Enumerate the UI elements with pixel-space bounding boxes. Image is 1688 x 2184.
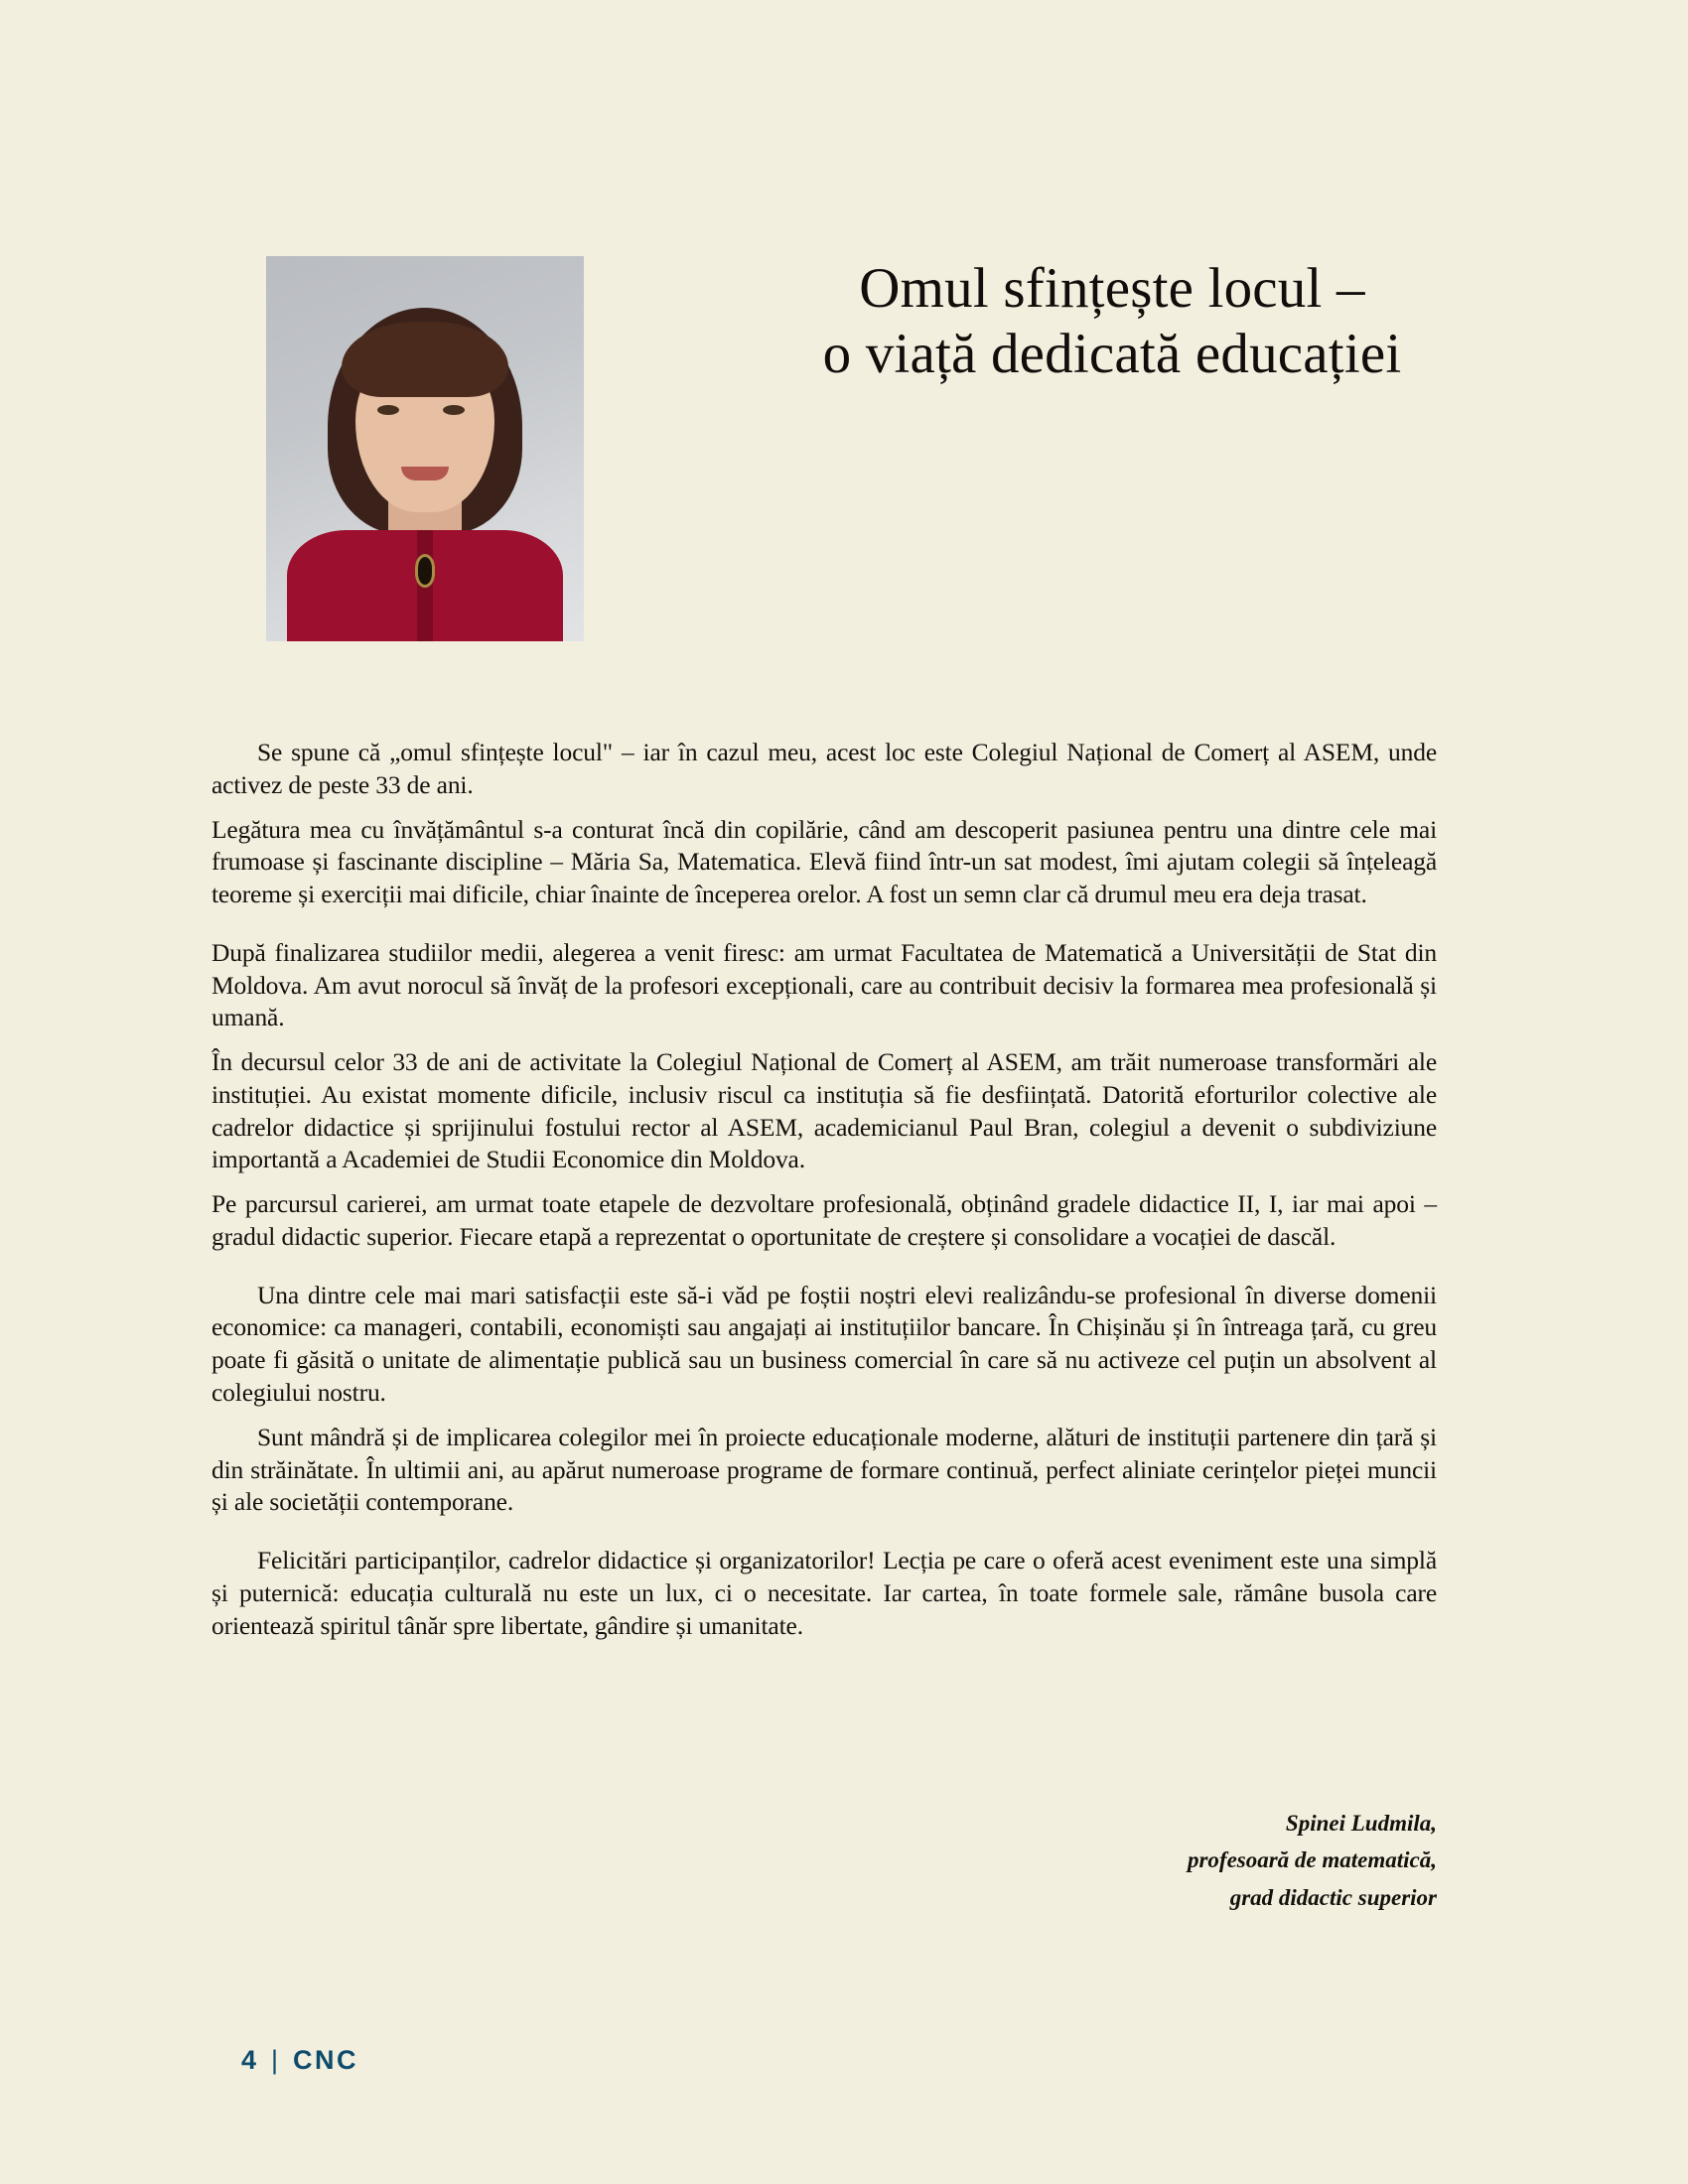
author-signature	[596, 1805, 1437, 1916]
article-paragraph: Se spune că „omul sfințește locul" – iar în cazul meu, acest loc este Colegiul Național de Comerț al ASEM, unde activez de peste 33 de ani.	[211, 738, 1437, 799]
page-title	[616, 256, 1609, 387]
signature-role: profesoară de matematică,	[1187, 1847, 1437, 1873]
footer-separator: |	[271, 2045, 280, 2075]
article-paragraph: Pe parcursul carierei, am urmat toate etapele de dezvoltare profesională, obținând gradele didactice II, I, iar mai apoi – gradul didactic superior. Fiecare etapă a reprezentat o oportunitate de creștere și consolidare a vocației de dascăl.	[211, 1189, 1437, 1251]
portrait-fringe	[342, 322, 508, 397]
page-title-line-2: o viață dedicată educației	[822, 323, 1402, 386]
article-paragraph: Felicitări participanților, cadrelor didactice și organizatorilor! Lecția pe care o oferă acest eveniment este una simplă și puternică: educația culturală nu este un lux, ci o necesitate. Iar cartea, în toate formele sale, rămâne busola care orientează spiritul tânăr spre libertate, gândire și umanitate.	[211, 1546, 1437, 1640]
article-paragraph: În decursul celor 33 de ani de activitate la Colegiul Național de Comerț al ASEM, am trăit numeroase transformări ale instituției. Au existat momente dificile, inclusiv riscul ca instituția să fie desființată. Datorită eforturilor colective ale cadrelor didactice și sprijinului fostului rector al ASEM, academicianul Paul Bran, colegiul a devenit o subdiviziune importantă a Academiei de Studii Economice din Moldova.	[211, 1047, 1437, 1174]
portrait-mouth	[401, 467, 449, 480]
portrait-eye-left	[377, 405, 399, 415]
portrait-brooch	[415, 554, 435, 588]
article-paragraph: Legătura mea cu învățământul s-a conturat încă din copilărie, când am descoperit pasiunea pentru una dintre cele mai frumoase și fascinante discipline – Măria Sa, Matematica. Elevă fiind într-un sat modest, îmi ajutam colegii să înțeleagă teoreme și exerciții mai dificile, chiar înainte de începerea orelor. A fost un semn clar că drumul meu era deja trasat.	[211, 814, 1437, 909]
portrait-figure	[266, 256, 584, 641]
article-header	[0, 0, 1688, 695]
signature-name: Spinei Ludmila,	[1285, 1811, 1437, 1836]
page-footer	[241, 2045, 358, 2076]
page-number: 4	[241, 2045, 258, 2075]
article-body	[211, 737, 1437, 1646]
article-paragraph: Una dintre cele mai mari satisfacții este să-i văd pe foștii noștri elevi realizându-se profesional în diverse domenii economice: ca manageri, contabili, economiști sau angajați ai instituțiilor bancare. În Chișinău și în întreaga țară, cu greu poate fi găsită o unitate de alimentație publică sau un business comercial în care să nu activeze cel puțin un absolvent al colegiului nostru.	[211, 1280, 1437, 1408]
article-paragraph: Sunt mândră și de implicarea colegilor mei în proiecte educaționale moderne, alături de instituții partenere din țară și din străinătate. În ultimii ani, au apărut numeroase programe de formare continuă, perfect aliniate cerințelor pieței muncii și ale societății contemporane.	[211, 1422, 1437, 1517]
publication-mark: CNC	[293, 2045, 359, 2075]
portrait-eye-right	[443, 405, 465, 415]
page-title-line-1: Omul sfințește locul –	[859, 257, 1365, 320]
signature-rank: grad didactic superior	[1229, 1884, 1437, 1910]
author-portrait	[266, 256, 584, 641]
article-paragraph: După finalizarea studiilor medii, alegerea a venit firesc: am urmat Facultatea de Matematică a Universității de Stat din Moldova. Am avut norocul să învăț de la profesori excepționali, care au contribuit decisiv la formarea mea profesională și umană.	[211, 937, 1437, 1032]
